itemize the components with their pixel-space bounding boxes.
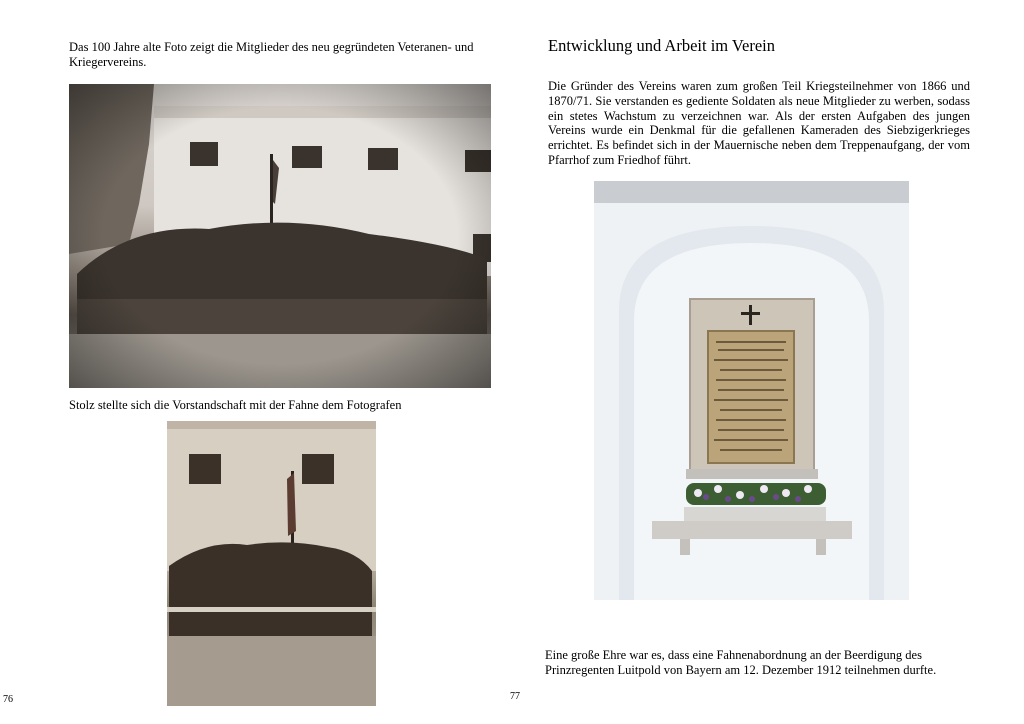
- page-number-right: 77: [510, 691, 520, 702]
- body-paragraph: Die Gründer des Vereins waren zum großen Teil Kriegsteilnehmer von 1866 und 1870/71. Sie verstanden es gediente Soldaten als neue Mitglieder zu werben, sodass ein stetes Wachstum zu verzeichnen war. Als der ersten Aufgaben des jungen Vereins wurde ein Denkmal für die gefallenen Kameraden des Siebzigerkrieges errichtet. Es befindet sich in der Mauernische neben dem Treppenaufgang, der vom Pfarrhof zum Friedhof führt.: [548, 79, 970, 167]
- section-heading: Entwicklung und Arbeit im Verein: [548, 36, 775, 55]
- war-memorial-photo: [594, 181, 909, 600]
- board-with-flag-photo: [167, 421, 376, 706]
- photo-caption: Stolz stellte sich die Vorstandschaft mit der Fahne dem Fotografen: [69, 398, 402, 412]
- intro-caption: Das 100 Jahre alte Foto zeigt die Mitglieder des neu gegründeten Veteranen- und Kriegervereins.: [69, 40, 474, 69]
- closing-text: Eine große Ehre war es, dass eine Fahnenabordnung an der Beerdigung des Prinzregenten Luitpold von Bayern am 12. Dezember 1912 teilnehmen durfte.: [545, 648, 937, 677]
- page-number-left: 76: [3, 694, 13, 705]
- veterans-group-photo: [69, 84, 491, 388]
